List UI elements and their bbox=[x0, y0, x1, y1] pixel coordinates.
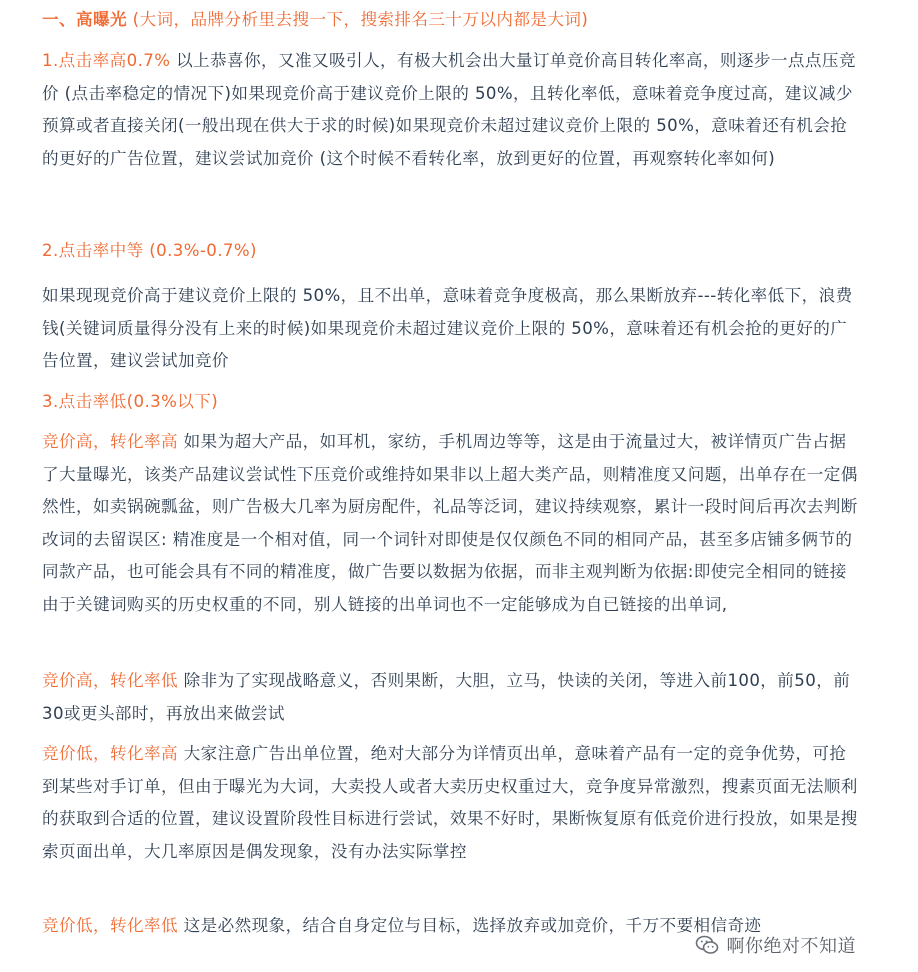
section-heading-note: (大词，品牌分析里去搜一下，搜索排名三十万以内都是大词) bbox=[132, 10, 589, 29]
section-heading-paragraph bbox=[42, 4, 862, 37]
case-label: 竞价高，转化率高 bbox=[42, 432, 178, 451]
item-1-label: 1.点击率高0.7% bbox=[42, 51, 171, 70]
watermark bbox=[695, 932, 857, 958]
case-paragraph bbox=[42, 738, 862, 868]
item-3-label: 3.点击率低(0.3%以下) bbox=[42, 392, 219, 411]
case-body: 大家注意广告出单位置，绝对大部分为详情页出单，意味着产品有一定的竞争优势，可抢到某些对手订单，但由于曝光为大词，大卖投人或者大卖历史权重过大，竞争度异常激烈，搜素页面无法顺利的获取到合适的位置，建议设置阶段性目标进行尝试，效果不好时，果断恢复原有低竞价进行投放，如果是搜索页面出单，大几率原因是偶发现象，没有办法实际掌控 bbox=[42, 744, 858, 861]
case-body: 除非为了实现战略意义，否则果断，大胆，立马，快读的关闭，等进入前100，前50，前30或更头部时，再放出来做尝试 bbox=[42, 671, 851, 723]
case-body: 这是必然现象，结合自身定位与目标，选择放弃或加竞价，千万不要相信奇迹 bbox=[183, 916, 762, 935]
item-2-body: 如果现现竞价高于建议竞价上限的 50%，且不出单，意味着竞争度极高，那么果断放弃---转化率低下，浪费钱(关键词质量得分没有上来的时候)如果现竞价未超过建议竞价上限的 50%，意味着还有机会抢的更好的广告位置，建议尝试加竞价 bbox=[42, 286, 853, 370]
case-label: 竞价低，转化率高 bbox=[42, 744, 178, 763]
wechat-icon bbox=[695, 934, 719, 956]
item-3-heading bbox=[42, 386, 862, 419]
item-2-label: 2.点击率中等 (0.3%-0.7%) bbox=[42, 241, 257, 260]
case-paragraph bbox=[42, 665, 862, 730]
item-2-heading bbox=[42, 235, 862, 268]
case-body: 如果为超大产品，如耳机，家纺，手机周边等等，这是由于流量过大，被详情页广告占据了大量曝光，该类产品建议尝试性下压竞价或维持如果非以上超大类产品，则精准度又问题，出单存在一定偶然性，如卖锅碗瓢盆，则广告极大几率为厨房配件，礼品等泛词，建议持续观察，累计一段时间后再次去判断改词的去留误区: 精准度是一个相对值，同一个词针对即使是仅仅颜色不同的相同产品，甚至多店铺多俩节的同款产品，也可能会具有不同的精准度，做广告要以数据为依据，而非主观判断为依据:即使完全相同的链接由于关键词购买的历史权重的不同，别人链接的出单词也不一定能够成为自已链接的出单词, bbox=[42, 432, 858, 614]
case-label: 竞价低，转化率低 bbox=[42, 916, 178, 935]
item-1-body: 以上恭喜你，又准又吸引人，有极大机会出大量订单竞价高目转化率高，则逐步一点点压竞价 (点击率稳定的情况下)如果现竞价高于建议竞价上限的 50%，且转化率低，意味着竞争度过高，建议减少预算或者直接关闭(一般出现在供大于求的时候)如果现竞价未超过建议竞价上限的 50%，意味着还有机会抢的更好的广告位置，建议尝试加竞价 (这个时候不看转化率，放到更好的位置，再观察转化率如何) bbox=[42, 51, 856, 168]
item-2-paragraph bbox=[42, 280, 862, 378]
item-1-paragraph bbox=[42, 45, 862, 175]
case-label: 竞价高，转化率低 bbox=[42, 671, 178, 690]
watermark-text: 啊你绝对不知道 bbox=[726, 936, 856, 957]
case-paragraph bbox=[42, 426, 862, 621]
section-heading: 一、高曝光 bbox=[42, 10, 127, 29]
